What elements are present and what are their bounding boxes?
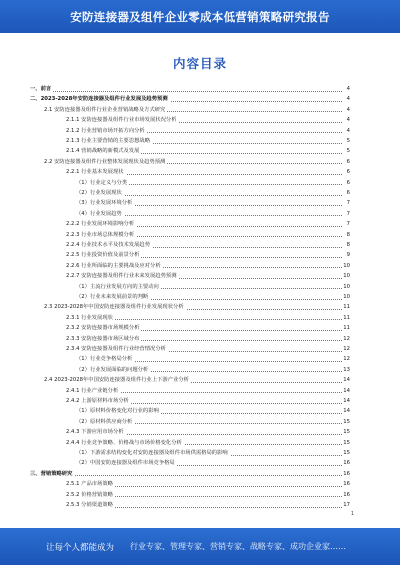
toc-entry[interactable]	[30, 397, 350, 405]
toc-entry-page: 12	[343, 356, 350, 363]
toc-entry[interactable]	[30, 459, 350, 467]
toc-entry-label: 2.3.4 安防连接器及组件行业经营情况分析	[66, 346, 166, 352]
toc-entry-label: 2.3.2 安防连接器市场规模分析	[66, 325, 140, 332]
toc-entry-label: （2）行业发展面临的问题分析	[76, 366, 149, 373]
table-of-contents	[30, 85, 350, 513]
toc-entry-label: 2.1 安防连接器及组件行业企业营销战略及方式研究	[44, 106, 166, 113]
toc-leader-dots	[30, 91, 342, 92]
toc-entry-label: （1）下游需求结构变化对安防连接器及组件市场供需格局的影响	[76, 450, 228, 456]
toc-entry-label: （1）行业竞争格局分析	[76, 356, 133, 363]
toc-entry-page: 4	[346, 106, 350, 113]
toc-entry-label: 二、2023-2028年安防连接器及组件行业发展及趋势预测	[30, 96, 168, 103]
toc-entry-label: 2.4.3 下游应用市场分析	[66, 429, 124, 436]
toc-entry[interactable]	[30, 439, 350, 447]
toc-entry-label: （2）原材料供应商分析	[76, 418, 133, 425]
toc-entry[interactable]	[30, 272, 350, 280]
toc-entry-label: 2.1.4 营销战略的新模式及发展	[66, 148, 140, 155]
toc-entry[interactable]	[30, 345, 350, 353]
toc-entry-page: 16	[343, 460, 350, 467]
toc-entry[interactable]	[30, 324, 350, 332]
toc-entry[interactable]	[30, 491, 350, 499]
toc-entry[interactable]	[30, 262, 350, 270]
toc-entry[interactable]	[30, 231, 350, 239]
toc-entry-label: 三、营销策略研究	[30, 470, 73, 477]
toc-entry-page: 10	[343, 283, 350, 290]
toc-entry-page: 10	[343, 294, 350, 300]
toc-entry-label: 2.2.5 行业投资价值及前景分析	[66, 252, 140, 259]
footer-slogan: 让每个人都能成为	[46, 543, 115, 553]
toc-entry-label: 2.2.3 行业市场总体规模分析	[66, 231, 135, 238]
toc-entry[interactable]	[30, 116, 350, 124]
toc-entry-page: 7	[346, 210, 350, 217]
toc-entry-label: 2.2.7 安防连接器及组件行业未来发展趋势预测	[66, 273, 177, 280]
toc-entry[interactable]	[30, 168, 350, 176]
toc-entry-page: 12	[343, 335, 350, 342]
toc-entry-label: （1）主流行业发展方向的主要动向	[76, 283, 159, 290]
toc-entry-page: 14	[343, 398, 350, 404]
toc-entry-label: 2.2 安防连接器及组件行业整体发展现状及趋势预测	[44, 158, 166, 165]
toc-entry-label: 2.3.1 行业发展现状	[66, 314, 113, 321]
toc-entry[interactable]	[30, 199, 350, 207]
toc-entry-label: 2.5.1 产品市场策略	[66, 481, 113, 488]
toc-entry[interactable]	[30, 418, 350, 426]
toc-entry[interactable]	[30, 210, 350, 218]
toc-entry[interactable]	[30, 387, 350, 395]
toc-entry-label: （3）行业发展环境分析	[76, 200, 133, 207]
toc-entry-label: 2.2.2 行业发展环境影响分析	[66, 221, 135, 228]
toc-entry[interactable]	[30, 449, 350, 457]
toc-entry-label: 2.2.4 行业技术水平及技术发展趋势	[66, 242, 151, 248]
toc-entry-page: 6	[346, 169, 350, 176]
toc-entry[interactable]	[30, 220, 350, 228]
toc-entry[interactable]	[30, 293, 350, 301]
toc-entry-page: 4	[346, 86, 350, 92]
toc-entry[interactable]	[30, 355, 350, 363]
toc-entry-page: 12	[343, 346, 350, 352]
toc-entry-page: 10	[343, 273, 350, 280]
toc-entry-page: 4	[346, 96, 350, 103]
toc-entry-page: 4	[346, 117, 350, 124]
toc-entry[interactable]	[30, 314, 350, 322]
toc-entry[interactable]	[30, 251, 350, 259]
toc-leader-dots	[30, 475, 342, 476]
toc-entry-page: 5	[346, 148, 350, 155]
toc-entry-page: 10	[343, 262, 350, 269]
toc-entry-label: 2.3 2023-2028年中国安防连接器及组件行业发展现状分析	[44, 304, 184, 311]
toc-entry-label: 2.2.1 行业基本发展现状	[66, 169, 124, 176]
toc-entry-page: 11	[343, 314, 350, 321]
toc-entry-page: 7	[346, 200, 350, 207]
toc-entry-label: 2.4.4 行业竞争策略、价格战与市场价格变化分析	[66, 439, 182, 446]
toc-entry-label: 2.4 2023-2028年中国安防连接器及组件行业上下游产业分析	[44, 377, 189, 384]
toc-entry[interactable]	[30, 428, 350, 436]
toc-entry-label: （1）行业定义与分类	[76, 179, 128, 186]
toc-entry[interactable]	[30, 407, 350, 415]
toc-entry-label: 2.4.2 上游原材料市场分析	[66, 398, 129, 404]
toc-entry-page: 16	[343, 481, 350, 488]
toc-entry-page: 6	[346, 190, 350, 196]
toc-entry[interactable]	[30, 376, 350, 384]
footer-roles: 行业专家、管理专家、营销专家、战略专家、成功企业家……	[130, 542, 346, 551]
footer-bar	[0, 528, 400, 565]
toc-entry-page: 8	[346, 231, 350, 238]
toc-entry-page: 14	[343, 377, 350, 384]
toc-entry-page: 17	[343, 502, 350, 508]
toc-entry[interactable]	[30, 480, 350, 488]
toc-entry[interactable]	[30, 335, 350, 343]
toc-heading: 内容目录	[172, 56, 227, 71]
toc-entry[interactable]	[30, 85, 350, 93]
toc-entry-page: 16	[343, 470, 350, 477]
toc-entry-page: 14	[343, 408, 350, 415]
toc-entry-label: 2.3.3 安防连接器市场区域分布	[66, 335, 140, 342]
toc-entry-page: 15	[343, 418, 350, 425]
toc-entry-label: 2.1.2 行业营销市场开拓方向分析	[66, 127, 145, 134]
toc-entry-label: 2.1.1 安防连接器及组件行业市场发展状况分析	[66, 117, 177, 124]
toc-entry-label: 2.1.3 行业主要营销的主要思想战略	[66, 138, 151, 144]
toc-entry-page: 15	[343, 439, 350, 446]
toc-entry[interactable]	[30, 147, 350, 155]
toc-entry-label: （2）行业未来发展前景的判断	[76, 294, 149, 300]
toc-entry-page: 11	[343, 325, 350, 332]
toc-entry[interactable]	[30, 501, 350, 509]
toc-entry-label: （2）行业发展现状	[76, 190, 122, 196]
toc-entry[interactable]	[30, 137, 350, 145]
toc-entry[interactable]	[30, 158, 350, 166]
toc-entry-page: 6	[346, 179, 350, 186]
toc-entry-label: （1）原材料价格变化对行业的影响	[76, 408, 159, 415]
toc-entry-page: 4	[346, 127, 350, 134]
toc-entry[interactable]	[30, 241, 350, 249]
toc-entry[interactable]	[30, 366, 350, 374]
toc-entry-page: 15	[343, 429, 350, 436]
toc-entry-label: （2）中国安防连接器及组件市场竞争格局	[76, 460, 175, 467]
toc-entry[interactable]	[30, 179, 350, 187]
report-title: 安防连接器及组件企业零成本低营销策略研究报告	[70, 10, 330, 24]
toc-entry[interactable]	[30, 283, 350, 291]
toc-entry-page: 11	[343, 304, 350, 311]
toc-entry[interactable]	[30, 189, 350, 197]
toc-entry-label: 2.4.1 行业产业链分析	[66, 387, 119, 394]
toc-entry-page: 14	[343, 387, 350, 394]
toc-entry-label: 2.2.6 行业所面临的主要挑战及应对分析	[66, 262, 161, 269]
toc-entry-page: 5	[346, 138, 350, 144]
toc-entry-page: 9	[346, 252, 350, 259]
toc-entry-label: （4）行业发展趋势	[76, 210, 122, 217]
toc-entry-label: 2.5.2 价格营销策略	[66, 491, 113, 498]
toc-entry-page: 7	[346, 221, 350, 228]
toc-entry-label: 2.5.3 分销渠道策略	[66, 502, 113, 508]
toc-entry[interactable]	[30, 127, 350, 135]
header-bar	[0, 0, 400, 33]
toc-entry-label: 一、前言	[30, 86, 52, 92]
toc-entry[interactable]	[30, 106, 350, 114]
toc-entry-page: 16	[343, 491, 350, 498]
toc-entry-page: 13	[343, 366, 350, 373]
toc-entry[interactable]	[30, 470, 350, 478]
toc-entry[interactable]	[30, 303, 350, 311]
toc-entry-page: 8	[346, 242, 350, 248]
toc-entry[interactable]	[30, 95, 350, 103]
toc-entry-page: 15	[343, 450, 350, 456]
page-number: 1	[350, 511, 354, 517]
toc-entry-page: 6	[346, 158, 350, 165]
